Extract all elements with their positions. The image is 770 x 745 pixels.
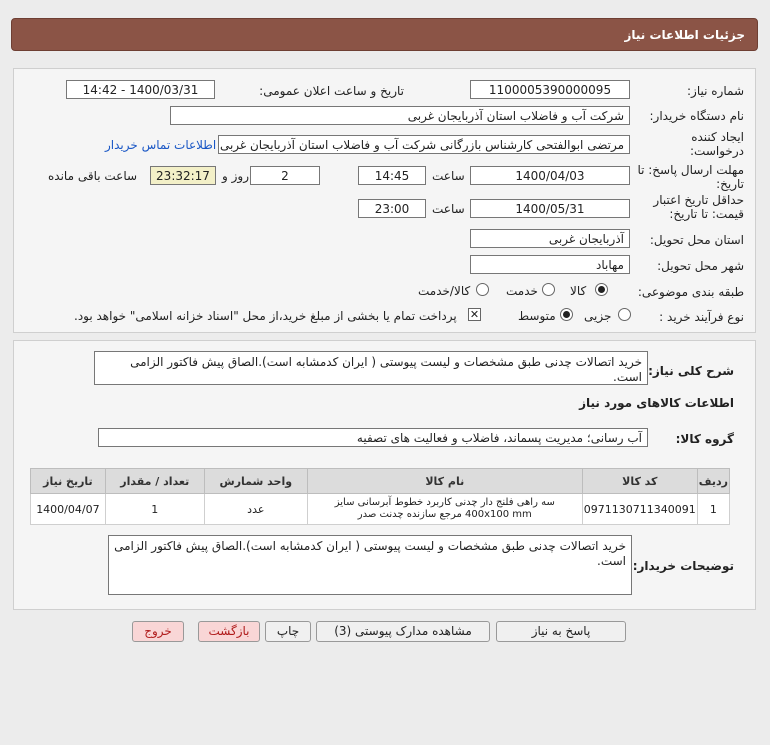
col-code: کد کالا bbox=[582, 469, 697, 494]
row-name-line2: 400x100 mm مرجع سازنده چدنت صدر bbox=[357, 509, 532, 520]
goods-group-label: گروه کالا: bbox=[675, 432, 734, 446]
category-label: طبقه بندی موضوعی: bbox=[637, 285, 744, 299]
items-table-header bbox=[31, 469, 730, 494]
row-unit: عدد bbox=[204, 494, 307, 525]
days-field: 2 bbox=[250, 166, 320, 185]
deadline-date-field: 1400/04/03 bbox=[470, 166, 630, 185]
buyer-field: شرکت آب و فاضلاب استان آذربایجان غربی bbox=[170, 106, 630, 125]
row-name-line1: سه راهی فلنج دار چدنی کاربرد خطوط آبرسانی سایز bbox=[334, 497, 555, 508]
remaining-label: ساعت باقی مانده bbox=[48, 169, 138, 183]
days-label: روز و bbox=[222, 169, 249, 183]
page-header bbox=[11, 18, 758, 51]
col-index: ردیف bbox=[697, 469, 729, 494]
process-label: نوع فرآیند خرید : bbox=[659, 310, 744, 324]
attachments-button[interactable]: مشاهده مدارک پیوستی (3) bbox=[316, 621, 490, 642]
page-title: جزئیات اطلاعات نیاز bbox=[624, 28, 745, 42]
col-name: نام کالا bbox=[307, 469, 582, 494]
deadline-time-field: 14:45 bbox=[358, 166, 426, 185]
back-button[interactable]: بازگشت bbox=[198, 621, 260, 642]
col-unit: واحد شمارش bbox=[204, 469, 307, 494]
category-option-goods-service: کالا/خدمت bbox=[418, 284, 471, 298]
items-section-title: اطلاعات کالاهای مورد نیاز bbox=[579, 396, 734, 410]
buyer-notes-label: توضیحات خریدار: bbox=[632, 559, 734, 573]
row-qty: 1 bbox=[105, 494, 204, 525]
payment-note: پرداخت تمام یا بخشی از مبلغ خرید،از محل "اسناد خزانه اسلامی" خواهد بود. bbox=[74, 309, 457, 323]
process-radio-medium[interactable] bbox=[560, 308, 573, 321]
validity-date-field: 1400/05/31 bbox=[470, 199, 630, 218]
announce-field: 1400/03/31 - 14:42 bbox=[66, 80, 215, 99]
deadline-label: مهلت ارسال پاسخ: تا تاریخ: bbox=[637, 163, 744, 191]
city-label: شهر محل تحویل: bbox=[657, 259, 744, 273]
need-number-label: شماره نیاز: bbox=[687, 84, 744, 98]
province-label: استان محل تحویل: bbox=[649, 233, 744, 247]
category-radio-service[interactable] bbox=[542, 283, 555, 296]
announce-label: تاریخ و ساعت اعلان عمومی: bbox=[259, 84, 404, 98]
col-date: تاریخ نیاز bbox=[31, 469, 106, 494]
row-date: 1400/04/07 bbox=[31, 494, 106, 525]
validity-time-field: 23:00 bbox=[358, 199, 426, 218]
buyer-notes-field: خرید اتصالات چدنی طبق مشخصات و لیست پیوستی ( ایران کدمشابه است).الصاق پیش فاکتور الزامی است. bbox=[108, 535, 632, 595]
row-name bbox=[307, 494, 582, 525]
creator-field: مرتضی ابوالفتحی کارشناس بازرگانی شرکت آب و فاضلاب استان آذربایجان غربی bbox=[218, 135, 630, 154]
creator-label: ایجاد کننده درخواست: bbox=[690, 130, 744, 158]
items-table bbox=[30, 468, 730, 525]
buyer-label: نام دستگاه خریدار: bbox=[649, 109, 744, 123]
category-option-service: خدمت bbox=[506, 284, 538, 298]
process-option-minor: جزیی bbox=[584, 309, 612, 323]
category-option-goods: کالا bbox=[570, 284, 587, 298]
validity-label: حداقل تاریخ اعتبار قیمت: تا تاریخ: bbox=[653, 193, 744, 221]
category-radio-goods[interactable] bbox=[595, 283, 608, 296]
validity-time-label: ساعت bbox=[432, 202, 465, 216]
treasury-checkbox[interactable]: ✕ bbox=[469, 308, 480, 321]
category-radio-goods-service[interactable] bbox=[476, 283, 489, 296]
remaining-time-field: 23:32:17 bbox=[150, 166, 216, 185]
city-field: مهاباد bbox=[470, 255, 630, 274]
reply-button[interactable]: پاسخ به نیاز bbox=[496, 621, 626, 642]
general-desc-label: شرح کلی نیاز: bbox=[648, 364, 734, 378]
goods-group-field: آب رسانی؛ مدیریت پسماند، فاضلاب و فعالیت های تصفیه bbox=[98, 428, 648, 447]
table-row bbox=[31, 494, 730, 525]
col-qty: تعداد / مقدار bbox=[105, 469, 204, 494]
row-code: 0971130711340091 bbox=[582, 494, 697, 525]
deadline-time-label: ساعت bbox=[432, 169, 465, 183]
exit-button[interactable]: خروج bbox=[132, 621, 184, 642]
process-radio-minor[interactable] bbox=[618, 308, 631, 321]
buyer-contact-link[interactable]: اطلاعات تماس خریدار bbox=[105, 138, 217, 152]
process-option-medium: متوسط bbox=[518, 309, 556, 323]
province-field: آذربایجان غربی bbox=[470, 229, 630, 248]
row-index: 1 bbox=[697, 494, 729, 525]
need-number-field: 1100005390000095 bbox=[470, 80, 630, 99]
print-button[interactable]: چاپ bbox=[265, 621, 311, 642]
general-desc-field: خرید اتصالات چدنی طبق مشخصات و لیست پیوستی ( ایران کدمشابه است).الصاق پیش فاکتور الزامی است. bbox=[94, 351, 648, 385]
